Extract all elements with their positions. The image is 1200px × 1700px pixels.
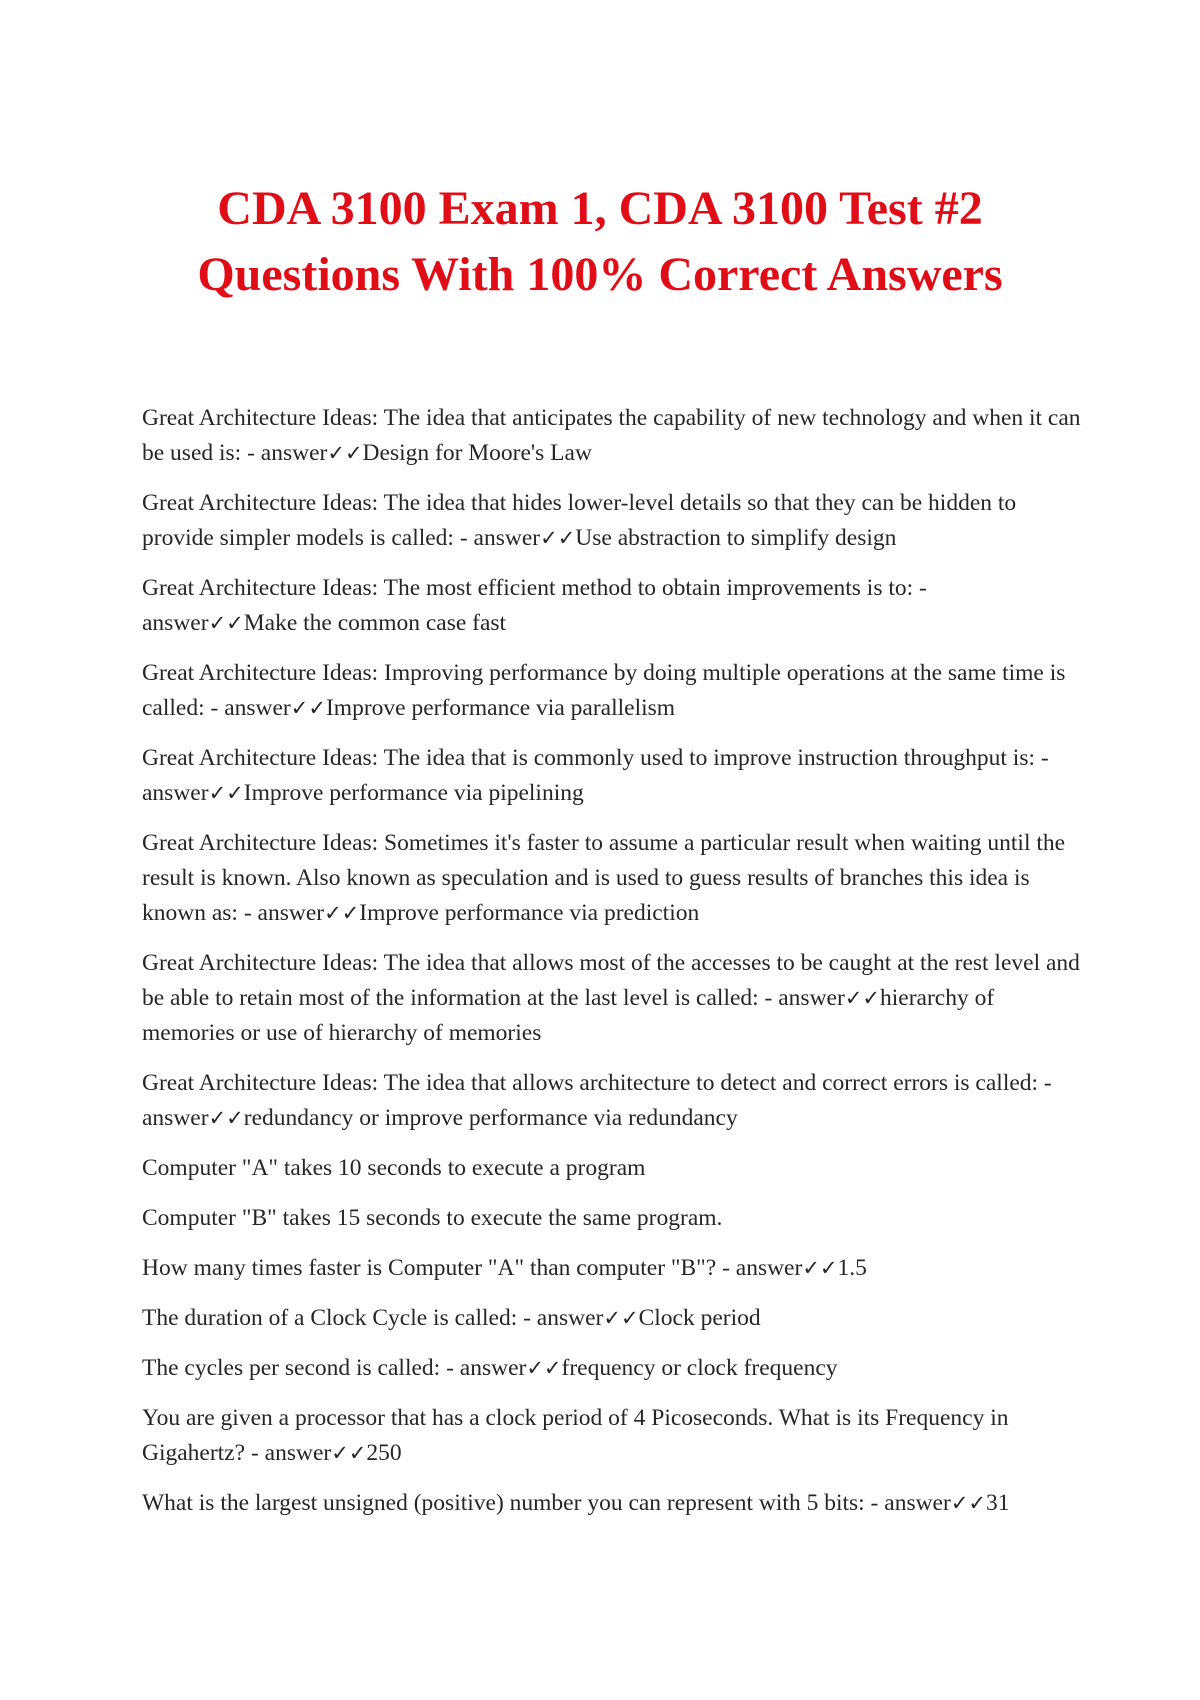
- answer-text: 31: [986, 1490, 1010, 1516]
- answer-text: 250: [366, 1440, 402, 1466]
- question-text: Great Architecture Ideas: The most efficient method to obtain improvements is to: - answer: [142, 575, 927, 636]
- answer-text: Improve performance via parallelism: [325, 695, 676, 721]
- qa-item: [142, 1401, 1082, 1471]
- qa-item: [142, 826, 1082, 931]
- check-mark-icon: ✓✓: [844, 986, 881, 1010]
- qa-item: [142, 1066, 1082, 1136]
- question-text: Great Architecture Ideas: The idea that anticipates the capability of new technology and when it can be used is: - answer: [142, 405, 1081, 466]
- answer-text: Make the common case fast: [243, 610, 507, 636]
- qa-item: [142, 1486, 1082, 1521]
- answer-text: frequency or clock frequency: [561, 1355, 838, 1381]
- check-mark-icon: ✓✓: [603, 1306, 639, 1330]
- check-mark-icon: ✓✓: [802, 1256, 838, 1280]
- qa-item: [142, 401, 1082, 471]
- check-mark-icon: ✓✓: [208, 1106, 244, 1130]
- qa-item: [142, 486, 1082, 556]
- check-mark-icon: ✓✓: [331, 1441, 367, 1465]
- title-line-2: Questions With 100% Correct Answers: [197, 248, 1003, 301]
- question-text: What is the largest unsigned (positive) number you can represent with 5 bits: - answer: [142, 1490, 951, 1516]
- answer-text: redundancy or improve performance via redundancy: [243, 1105, 738, 1131]
- check-mark-icon: ✓✓: [208, 611, 244, 635]
- check-mark-icon: ✓✓: [290, 696, 326, 720]
- qa-list: [142, 401, 1082, 1536]
- question-text: How many times faster is Computer "A" than computer "B"? - answer: [142, 1255, 803, 1281]
- check-mark-icon: ✓✓: [327, 441, 363, 465]
- qa-item: [142, 1351, 1082, 1386]
- question-text: Great Architecture Ideas: Improving performance by doing multiple operations at the same time is called: - answer: [142, 660, 1066, 721]
- answer-text: Improve performance via pipelining: [243, 780, 584, 806]
- qa-item: [142, 1301, 1082, 1336]
- question-text: The cycles per second is called: - answer: [142, 1355, 527, 1381]
- qa-item: [142, 656, 1082, 726]
- answer-text: Improve performance via prediction: [359, 900, 700, 926]
- title-line-1: CDA 3100 Exam 1, CDA 3100 Test #2: [217, 182, 983, 235]
- document-title: [100, 176, 1100, 308]
- check-mark-icon: ✓✓: [540, 526, 576, 550]
- qa-item: [142, 741, 1082, 811]
- question-text: Great Architecture Ideas: The idea that is commonly used to improve instruction throughput is: - answer: [142, 745, 1049, 806]
- question-text: You are given a processor that has a clock period of 4 Picoseconds. What is its Frequency in Gigahertz? - answer: [142, 1405, 1009, 1466]
- question-text: Great Architecture Ideas: Sometimes it's faster to assume a particular result when waiting until the result is known. Also known as speculation and is used to guess results of branches this idea is known as: - answer: [142, 830, 1066, 926]
- answer-text: hierarchy of memories or use of hierarchy of memories: [142, 985, 995, 1046]
- check-mark-icon: ✓✓: [526, 1356, 562, 1380]
- plain-line: Computer "B" takes 15 seconds to execute the same program.: [142, 1205, 723, 1231]
- answer-text: Use abstraction to simplify design: [575, 525, 897, 551]
- check-mark-icon: ✓✓: [324, 901, 360, 925]
- answer-text: Clock period: [638, 1305, 761, 1331]
- check-mark-icon: ✓✓: [208, 781, 244, 805]
- answer-text: Design for Moore's Law: [362, 440, 592, 466]
- check-mark-icon: ✓✓: [950, 1491, 987, 1515]
- question-text: Great Architecture Ideas: The idea that allows architecture to detect and correct errors is called: - answer: [142, 1070, 1052, 1131]
- question-text: Great Architecture Ideas: The idea that hides lower-level details so that they can be hidden to provide simpler models is called: - answer: [142, 490, 1017, 551]
- plain-line: Computer "A" takes 10 seconds to execute a program: [142, 1155, 646, 1181]
- qa-item: [142, 946, 1082, 1051]
- answer-text: 1.5: [837, 1255, 867, 1281]
- question-text: Great Architecture Ideas: The idea that allows most of the accesses to be caught at the rest level and be able to retain most of the information at the last level is called: - answer: [142, 950, 1080, 1011]
- qa-item: [142, 571, 1082, 641]
- qa-item: [142, 1251, 1082, 1286]
- question-text: The duration of a Clock Cycle is called: - answer: [142, 1305, 604, 1331]
